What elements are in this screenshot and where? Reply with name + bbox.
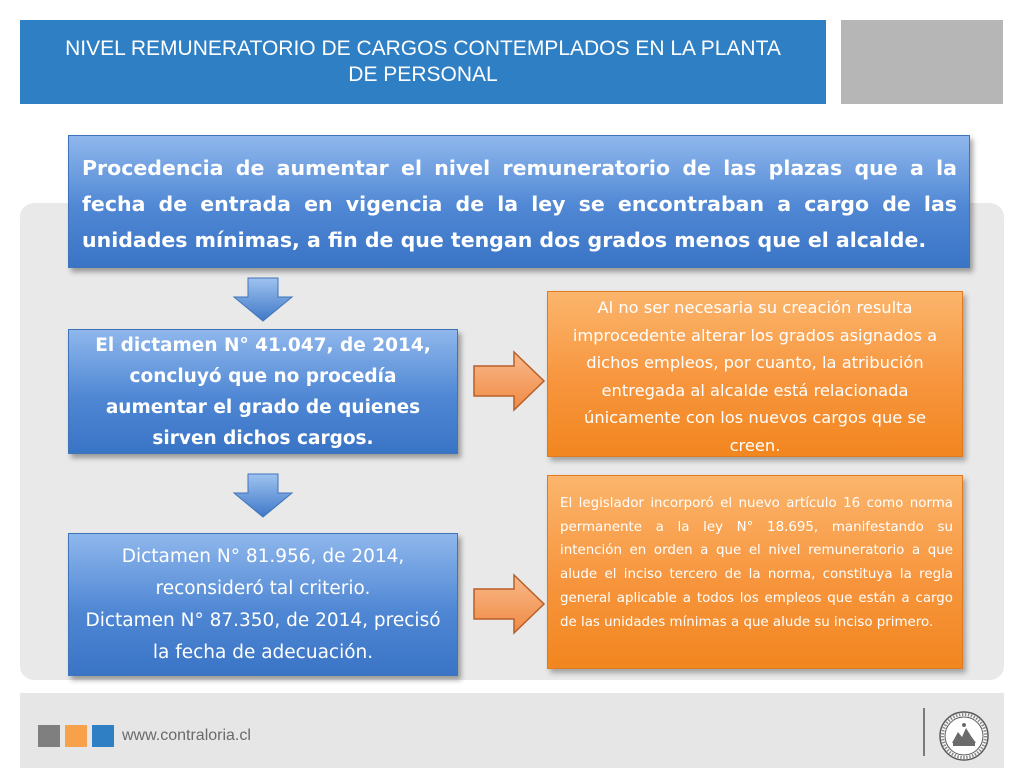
- down-arrow-icon: [232, 277, 294, 323]
- footer-gray-square: [38, 725, 60, 747]
- dictamen-81956-text: Dictamen N° 81.956, de 2014, reconsideró tal criterio.: [121, 545, 405, 599]
- footer-orange-square: [65, 725, 87, 747]
- right-arrow-icon: [472, 350, 546, 412]
- footer-url-text: www.contraloria.cl: [122, 727, 251, 744]
- footer-url-link[interactable]: [122, 727, 251, 745]
- page-title: [20, 20, 826, 104]
- contraloria-seal-icon: [938, 710, 990, 767]
- dictamen-87350-text: Dictamen N° 87.350, de 2014, precisó la fecha de adecuación.: [85, 609, 441, 663]
- dictamen-81956-box: [68, 533, 458, 676]
- conclusion-text-1: Al no ser necesaria su creación resulta improcedente alterar los grados asignados a dichos empleos, por cuanto, la atribución entregada al alcalde está relacionada únicamente con los nuevos cargos que se creen.: [572, 298, 938, 455]
- main-statement-box: [68, 135, 970, 268]
- conclusion-text-2: El legislador incorporó el nuevo artículo 16 como norma permanente a la ley N° 18.695, manifestando su intención en orden a que el nivel remuneratorio a que alude el inciso tercero de la norma, constituya la regla general aplicable a todos los empleos que están a cargo de las unidades mínimas a que alude su inciso primero.: [560, 496, 953, 630]
- footer-blue-square: [92, 725, 114, 747]
- right-arrow-icon: [472, 573, 546, 635]
- conclusion-box-1: [547, 291, 963, 457]
- header-gray-block: [841, 20, 1003, 104]
- conclusion-box-2: [547, 475, 963, 669]
- down-arrow-icon: [232, 473, 294, 519]
- dictamen-41047-box: [68, 329, 458, 454]
- main-statement-text: Procedencia de aumentar el nivel remuneratorio de las plazas que a la fecha de entrada en vigencia de la ley se encontraban a cargo de las unidades mínimas, a fin de que tengan dos grados menos que el alcalde.: [82, 156, 957, 252]
- footer-divider: [923, 708, 925, 756]
- page-title-text: NIVEL REMUNERATORIO DE CARGOS CONTEMPLADOS EN LA PLANTA DE PERSONAL: [65, 37, 781, 86]
- dictamen-41047-text: El dictamen N° 41.047, de 2014, concluyó que no procedía aumentar el grado de quienes sirven dichos cargos.: [95, 334, 431, 449]
